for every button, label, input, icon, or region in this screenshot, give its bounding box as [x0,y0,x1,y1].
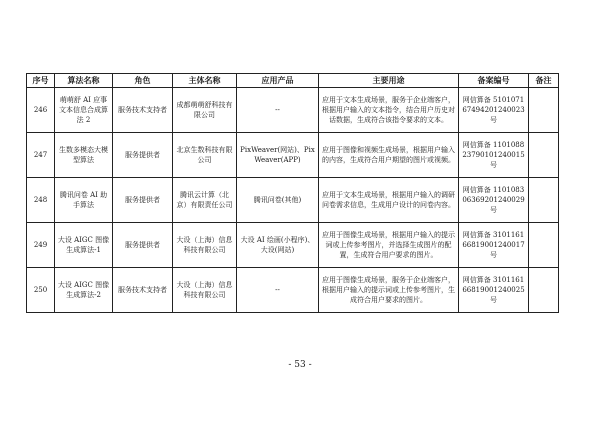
algorithm-filing-table [26,73,559,313]
cell-product: -- [237,88,319,133]
cell-role: 服务提供者 [113,133,173,178]
cell-purpose: 应用于图像生成场景，服务于企业端客户，根据用户输入的提示词或上传参考图片，生成符合用户要求的图片。 [319,268,459,313]
header-remark: 备注 [529,74,559,88]
cell-entity: 腾讯云计算（北京）有限责任公司 [173,178,237,223]
cell-no: 249 [27,223,55,268]
cell-product: 腾讯问卷(其他) [237,178,319,223]
cell-entity: 大设（上海）信息科技有限公司 [173,268,237,313]
cell-algorithm-name: 萌萌舒 AI 应事文本信息合成算法 2 [55,88,113,133]
cell-entity: 大设（上海）信息科技有限公司 [173,223,237,268]
cell-remark [529,268,559,313]
header-algorithm-name: 算法名称 [55,74,113,88]
header-product: 应用产品 [237,74,319,88]
cell-entity: 成都萌萌舒科技有限公司 [173,88,237,133]
cell-entity: 北京生数科技有限公司 [173,133,237,178]
cell-role: 服务提供者 [113,223,173,268]
table-row [27,268,559,313]
cell-product: -- [237,268,319,313]
cell-remark [529,88,559,133]
cell-algorithm-name: 大设 AIGC 图像生成算法-2 [55,268,113,313]
cell-remark [529,133,559,178]
cell-role: 服务技术支持者 [113,88,173,133]
cell-filing-number: 网信算备 310116166819001240017 号 [459,223,529,268]
cell-no: 246 [27,88,55,133]
table-row [27,178,559,223]
cell-product: PixWeaver(网站)、PixWeaver(APP) [237,133,319,178]
table-row [27,133,559,178]
cell-purpose: 应用于文本生成场景，服务于企业端客户，根据用户输入的文本指令，结合用户历史对话数据，生成符合该指令要求的文本。 [319,88,459,133]
header-no: 序号 [27,74,55,88]
cell-role: 服务技术支持者 [113,268,173,313]
cell-no: 247 [27,133,55,178]
cell-purpose: 应用于文本生成场景，根据用户输入的调研问卷需求信息，生成用户设计的问卷内容。 [319,178,459,223]
cell-no: 250 [27,268,55,313]
cell-remark [529,178,559,223]
cell-algorithm-name: 生数多模态大模型算法 [55,133,113,178]
header-filing-number: 备案编号 [459,74,529,88]
cell-algorithm-name: 腾讯问卷 AI 助手算法 [55,178,113,223]
cell-no: 248 [27,178,55,223]
cell-remark [529,223,559,268]
page-number: - 53 - [288,360,312,370]
table-header-row [27,74,559,88]
cell-filing-number: 网信算备 110108306369201240029 号 [459,178,529,223]
header-entity: 主体名称 [173,74,237,88]
cell-filing-number: 网信算备 510107167494201240023 号 [459,88,529,133]
cell-purpose: 应用于图像和视频生成场景，根据用户输入的内容，生成符合用户期望的图片或视频。 [319,133,459,178]
header-purpose: 主要用途 [319,74,459,88]
cell-role: 服务提供者 [113,178,173,223]
cell-filing-number: 网信算备 310116166819001240025 号 [459,268,529,313]
cell-product: 大设 AI 绘画(小程序)、大设(网站) [237,223,319,268]
table-row [27,223,559,268]
cell-purpose: 应用于图像生成场景，根据用户输入的提示词或上传参考图片，并选择生成图片的配置，生成符合用户要求的图片。 [319,223,459,268]
cell-algorithm-name: 大设 AIGC 图像生成算法-1 [55,223,113,268]
header-role: 角色 [113,74,173,88]
cell-filing-number: 网信算备 110108823790101240015 号 [459,133,529,178]
table-row [27,88,559,133]
